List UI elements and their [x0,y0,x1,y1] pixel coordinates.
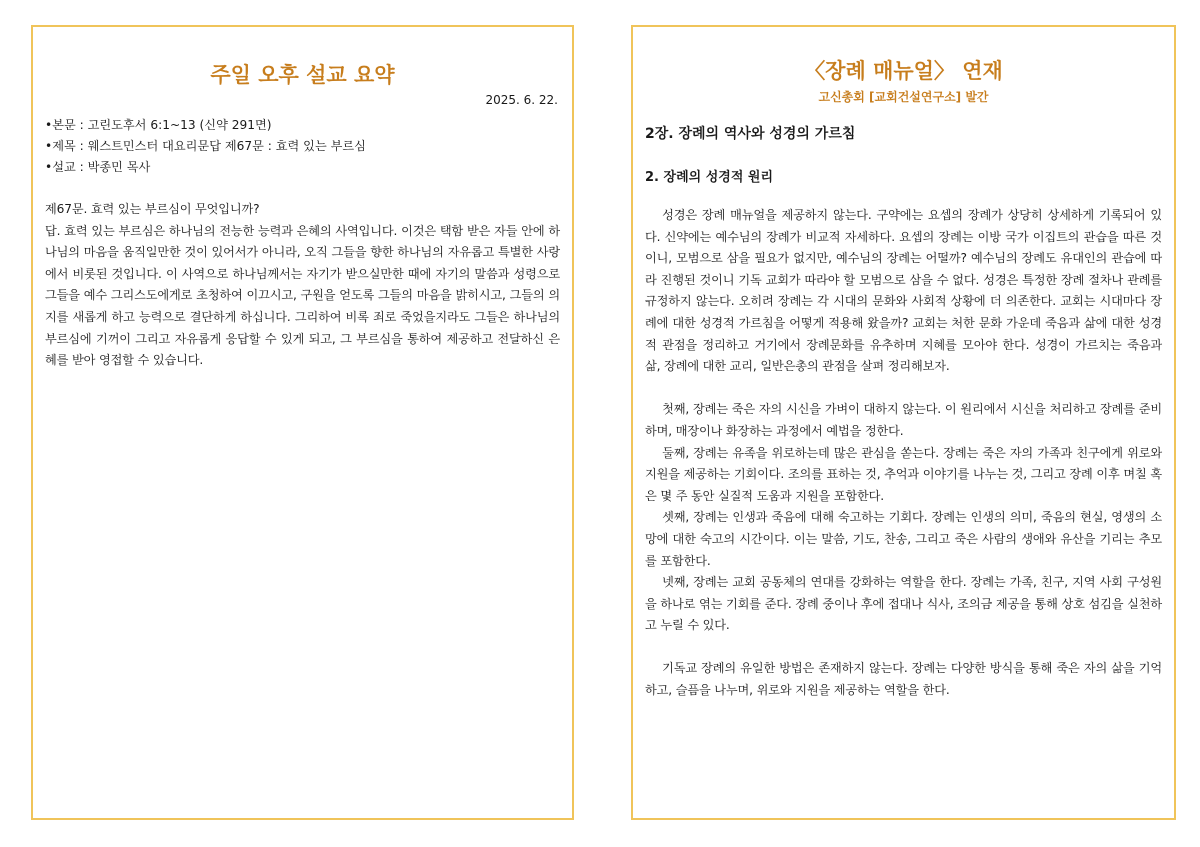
paragraph-intro: 성경은 장례 매뉴얼을 제공하지 않는다. 구약에는 요셉의 장례가 상당히 상세하게 기록되어 있다. 신약에는 예수님의 장례가 비교적 자세하다. 요셉의 장례는 이방 국가 이집트의 관습을 따른 것이니, 모범으로 삼을 필요가 없지만, 예수님의 장례는 어떨까? 예수님의 장례도 유대인의 관습에 따라 진행된 것이니 기독 교회가 따라야 할 모범으로 삼을 수 없다. 성경은 특정한 장례 절차나 관례를 규정하지 않는다. 오히려 장례는 각 시대의 문화와 사회적 상황에 더 의존한다. 교회는 시대마다 장례에 대한 성경적 가르침을 어떻게 적용해 왔을까? 교회는 처한 문화 가운데 죽음과 삶에 대한 성경적 관점을 정리하고 거기에서 장례문화를 유추하며 지혜를 모아야 한다. 성경이 가르치는 죽음과 삶, 장례에 대한 교리, 일반은총의 관점을 살펴 정리해보자. [645,208,1162,374]
series-title: 〈장례 매뉴얼〉 연재 [804,59,1003,83]
sermon-summary-page [31,25,574,820]
sermon-title: 주일 오후 설교 요약 [210,63,395,87]
catechism-question: 제67문. 효력 있는 부르심이 무엇입니까? [45,202,260,216]
sermon-date: 2025. 6. 22. [485,93,558,107]
catechism-answer: 답. 효력 있는 부르심은 하나님의 전능한 능력과 은혜의 사역입니다. 이것은 택함 받은 자들 안에 하나님의 마음을 움직일만한 것이 있어서가 아니라, 오직 그들을 향한 하나님의 자유롭고 특별한 사랑에서 비롯된 것입니다. 이 사역으로 하나님께서는 자기가 받으실만한 때에 자기의 말씀과 성령으로 그들을 예수 그리스도에게로 초청하여 이끄시고, 구원을 얻도록 그들의 마음을 밝히시고, 그들의 의지를 새롭게 하고 능력으로 결단하게 하십니다. 그리하여 비록 죄로 죽었을지라도 그들은 하나님의 부르심에 기꺼이 그리고 자유롭게 응답할 수 있게 되고, 그 부르심을 통하여 제공하고 전달하신 은혜를 받아 영접할 수 있습니다. [45,223,560,368]
paragraph-fourth-principle: 넷째, 장례는 교회 공동체의 연대를 강화하는 역할을 한다. 장례는 가족, 친구, 지역 사회 구성원을 하나로 엮는 기회를 준다. 장례 중이나 후에 접대나 식사, 조의금 제공을 통해 상호 섬김을 실천하고 누릴 수 있다. [645,575,1162,633]
sermon-topic: •제목 : 웨스트민스터 대요리문답 제67문 : 효력 있는 부르심 [45,139,366,153]
paragraph-third-principle: 셋째, 장례는 인생과 죽음에 대해 숙고하는 기회다. 장례는 인생의 의미, 죽음의 현실, 영생의 소망에 대한 숙고의 시간이다. 이는 말씀, 기도, 찬송, 그리고 죽은 사람의 생애와 유산을 기리는 추모를 포함한다. [645,510,1162,568]
chapter-heading: 2장. 장례의 역사와 성경의 가르침 [645,126,856,142]
paragraph-first-principle: 첫째, 장례는 죽은 자의 시신을 가벼이 대하지 않는다. 이 원리에서 시신을 처리하고 장례를 준비하며, 매장이나 화장하는 과정에서 예법을 정한다. [645,402,1162,438]
publisher-subtitle: 고신총회 [교회건설연구소] 발간 [818,90,989,104]
sermon-preacher: •설교 : 박종민 목사 [45,160,151,174]
paragraph-conclusion: 기독교 장례의 유일한 방법은 존재하지 않는다. 장례는 다양한 방식을 통해 죽은 자의 삶을 기억하고, 슬픔을 나누며, 위로와 지원을 제공하는 역할을 한다. [645,661,1162,698]
funeral-manual-page [631,25,1176,820]
paragraph-second-principle: 둘째, 장례는 유족을 위로하는데 많은 관심을 쏟는다. 장례는 죽은 자의 가족과 친구에게 위로와 지원을 제공하는 기회이다. 조의를 표하는 것, 추억과 이야기를 나누는 것, 그리고 장례 이후 며칠 혹은 몇 주 동안 실질적 도움과 지원을 포함한다. [645,445,1162,503]
sermon-scripture: •본문 : 고린도후서 6:1~13 (신약 291면) [45,118,272,132]
section-heading: 2. 장례의 성경적 원리 [645,170,774,185]
article-body [645,205,1162,702]
catechism-qa [45,199,560,372]
sermon-meta-list [45,115,366,178]
